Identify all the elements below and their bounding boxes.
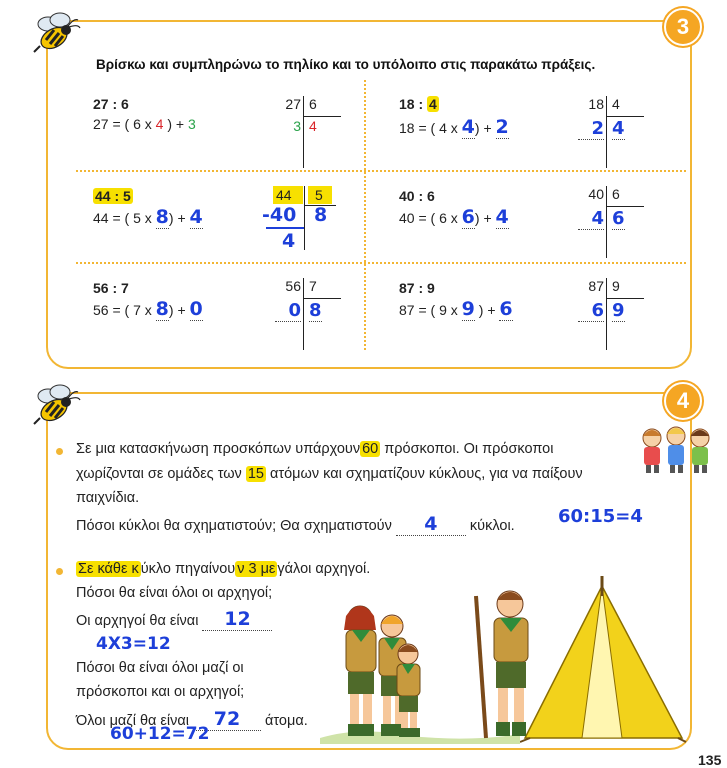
exercise-3-badge: 3 [664, 8, 702, 46]
grid-vertical-divider [364, 80, 366, 350]
problem2-line1: Σε κάθε κ ύκλο πηγαίνου ν 3 με γάλοι αρχηγοί. [78, 561, 371, 577]
ex2-quotient: 4 [461, 116, 475, 138]
ex1-equation: 27 = ( 6 x 4 ) + 3 [93, 116, 196, 132]
ex2-title: 18 : 4 [399, 96, 437, 112]
problem1-answer: 4 [424, 513, 438, 535]
ex3-title: 44 : 5 [95, 188, 131, 204]
ex4-quotient: 6 [461, 206, 475, 228]
ex3-quotient: 8 [155, 206, 169, 228]
problem1-line3: παιχνίδια. [76, 490, 140, 506]
ex2-equation: 18 = ( 4 x 4) + 2 [399, 116, 509, 138]
bullet-1 [56, 448, 63, 455]
problem2-answer-line: Οι αρχηγοί θα είναι 12 [76, 608, 272, 631]
bullet-2 [56, 568, 63, 575]
ex6-title: 87 : 9 [399, 280, 435, 296]
page-number: 135 [698, 752, 722, 768]
bee-icon [28, 10, 84, 56]
problem2-answer: 12 [224, 608, 251, 630]
problem1-question: Πόσοι κύκλοι θα σχηματιστούν; Θα σχηματιστούν 4 κύκλοι. [76, 513, 515, 535]
ex1-title: 27 : 6 [93, 96, 129, 112]
ex1-division: 27 6 3 4 [275, 96, 355, 174]
problem1-line2: χωρίζονται σε ομάδες των 15 ατόμων και σχηματίζουν κύκλους, για να παίξουν [76, 466, 583, 482]
exercise-3-instruction: Βρίσκω και συμπληρώνω το πηλίκο και το υπόλοιπο στις παρακάτω πράξεις. [96, 57, 596, 72]
ex3-equation: 44 = ( 5 x 8) + 4 [93, 206, 203, 228]
exercise-4-badge: 4 [664, 382, 702, 420]
ex5-division: 56 7 0 8 [275, 278, 355, 356]
problem1-line1: Σε μια κατασκήνωση προσκόπων υπάρχουν 60 πρόσκοποι. Οι πρόσκοποι [76, 441, 554, 457]
ex2-division: 18 4 2 4 [578, 96, 658, 174]
ex2-remainder: 2 [495, 116, 509, 138]
ex5-remainder: 0 [189, 298, 203, 320]
ex5-quotient: 8 [155, 298, 169, 320]
ex4-remainder: 4 [495, 206, 509, 228]
problem2-calculation: 4X3=12 [96, 634, 171, 654]
ex1-remainder: 3 [187, 116, 196, 132]
bee-icon [28, 382, 84, 428]
problem3-answer-line: Όλοι μαζί θα είναι 72 άτομα. [76, 708, 308, 730]
ex1-quotient: 4 [155, 116, 164, 132]
ex3-remainder: 4 [189, 206, 203, 228]
ex6-quotient: 9 [461, 298, 475, 320]
children-illustration [638, 424, 716, 474]
ex6-remainder: 6 [499, 298, 513, 320]
ex4-equation: 40 = ( 6 x 6) + 4 [399, 206, 509, 228]
problem3-answer: 72 [213, 708, 241, 730]
problem1-calculation: 60:15=4 [558, 506, 643, 527]
ex4-title: 40 : 6 [399, 188, 435, 204]
ex3-division: 44 5 -40 4 8 [268, 186, 348, 266]
ex4-division: 40 6 4 6 [578, 186, 658, 264]
problem3-calculation: 60+12=72 [110, 724, 210, 744]
ex6-equation: 87 = ( 9 x 9 ) + 6 [399, 298, 513, 320]
ex6-division: 87 9 6 9 [578, 278, 658, 356]
ex5-equation: 56 = ( 7 x 8) + 0 [93, 298, 203, 320]
problem2-question: Πόσοι θα είναι όλοι οι αρχηγοί; [76, 585, 273, 601]
ex5-title: 56 : 7 [93, 280, 129, 296]
scouts-tent-illustration [320, 566, 690, 744]
problem3-line1: Πόσοι θα είναι όλοι μαζί οι [76, 660, 244, 676]
problem3-line2: πρόσκοποι και οι αρχηγοί; [76, 684, 245, 700]
